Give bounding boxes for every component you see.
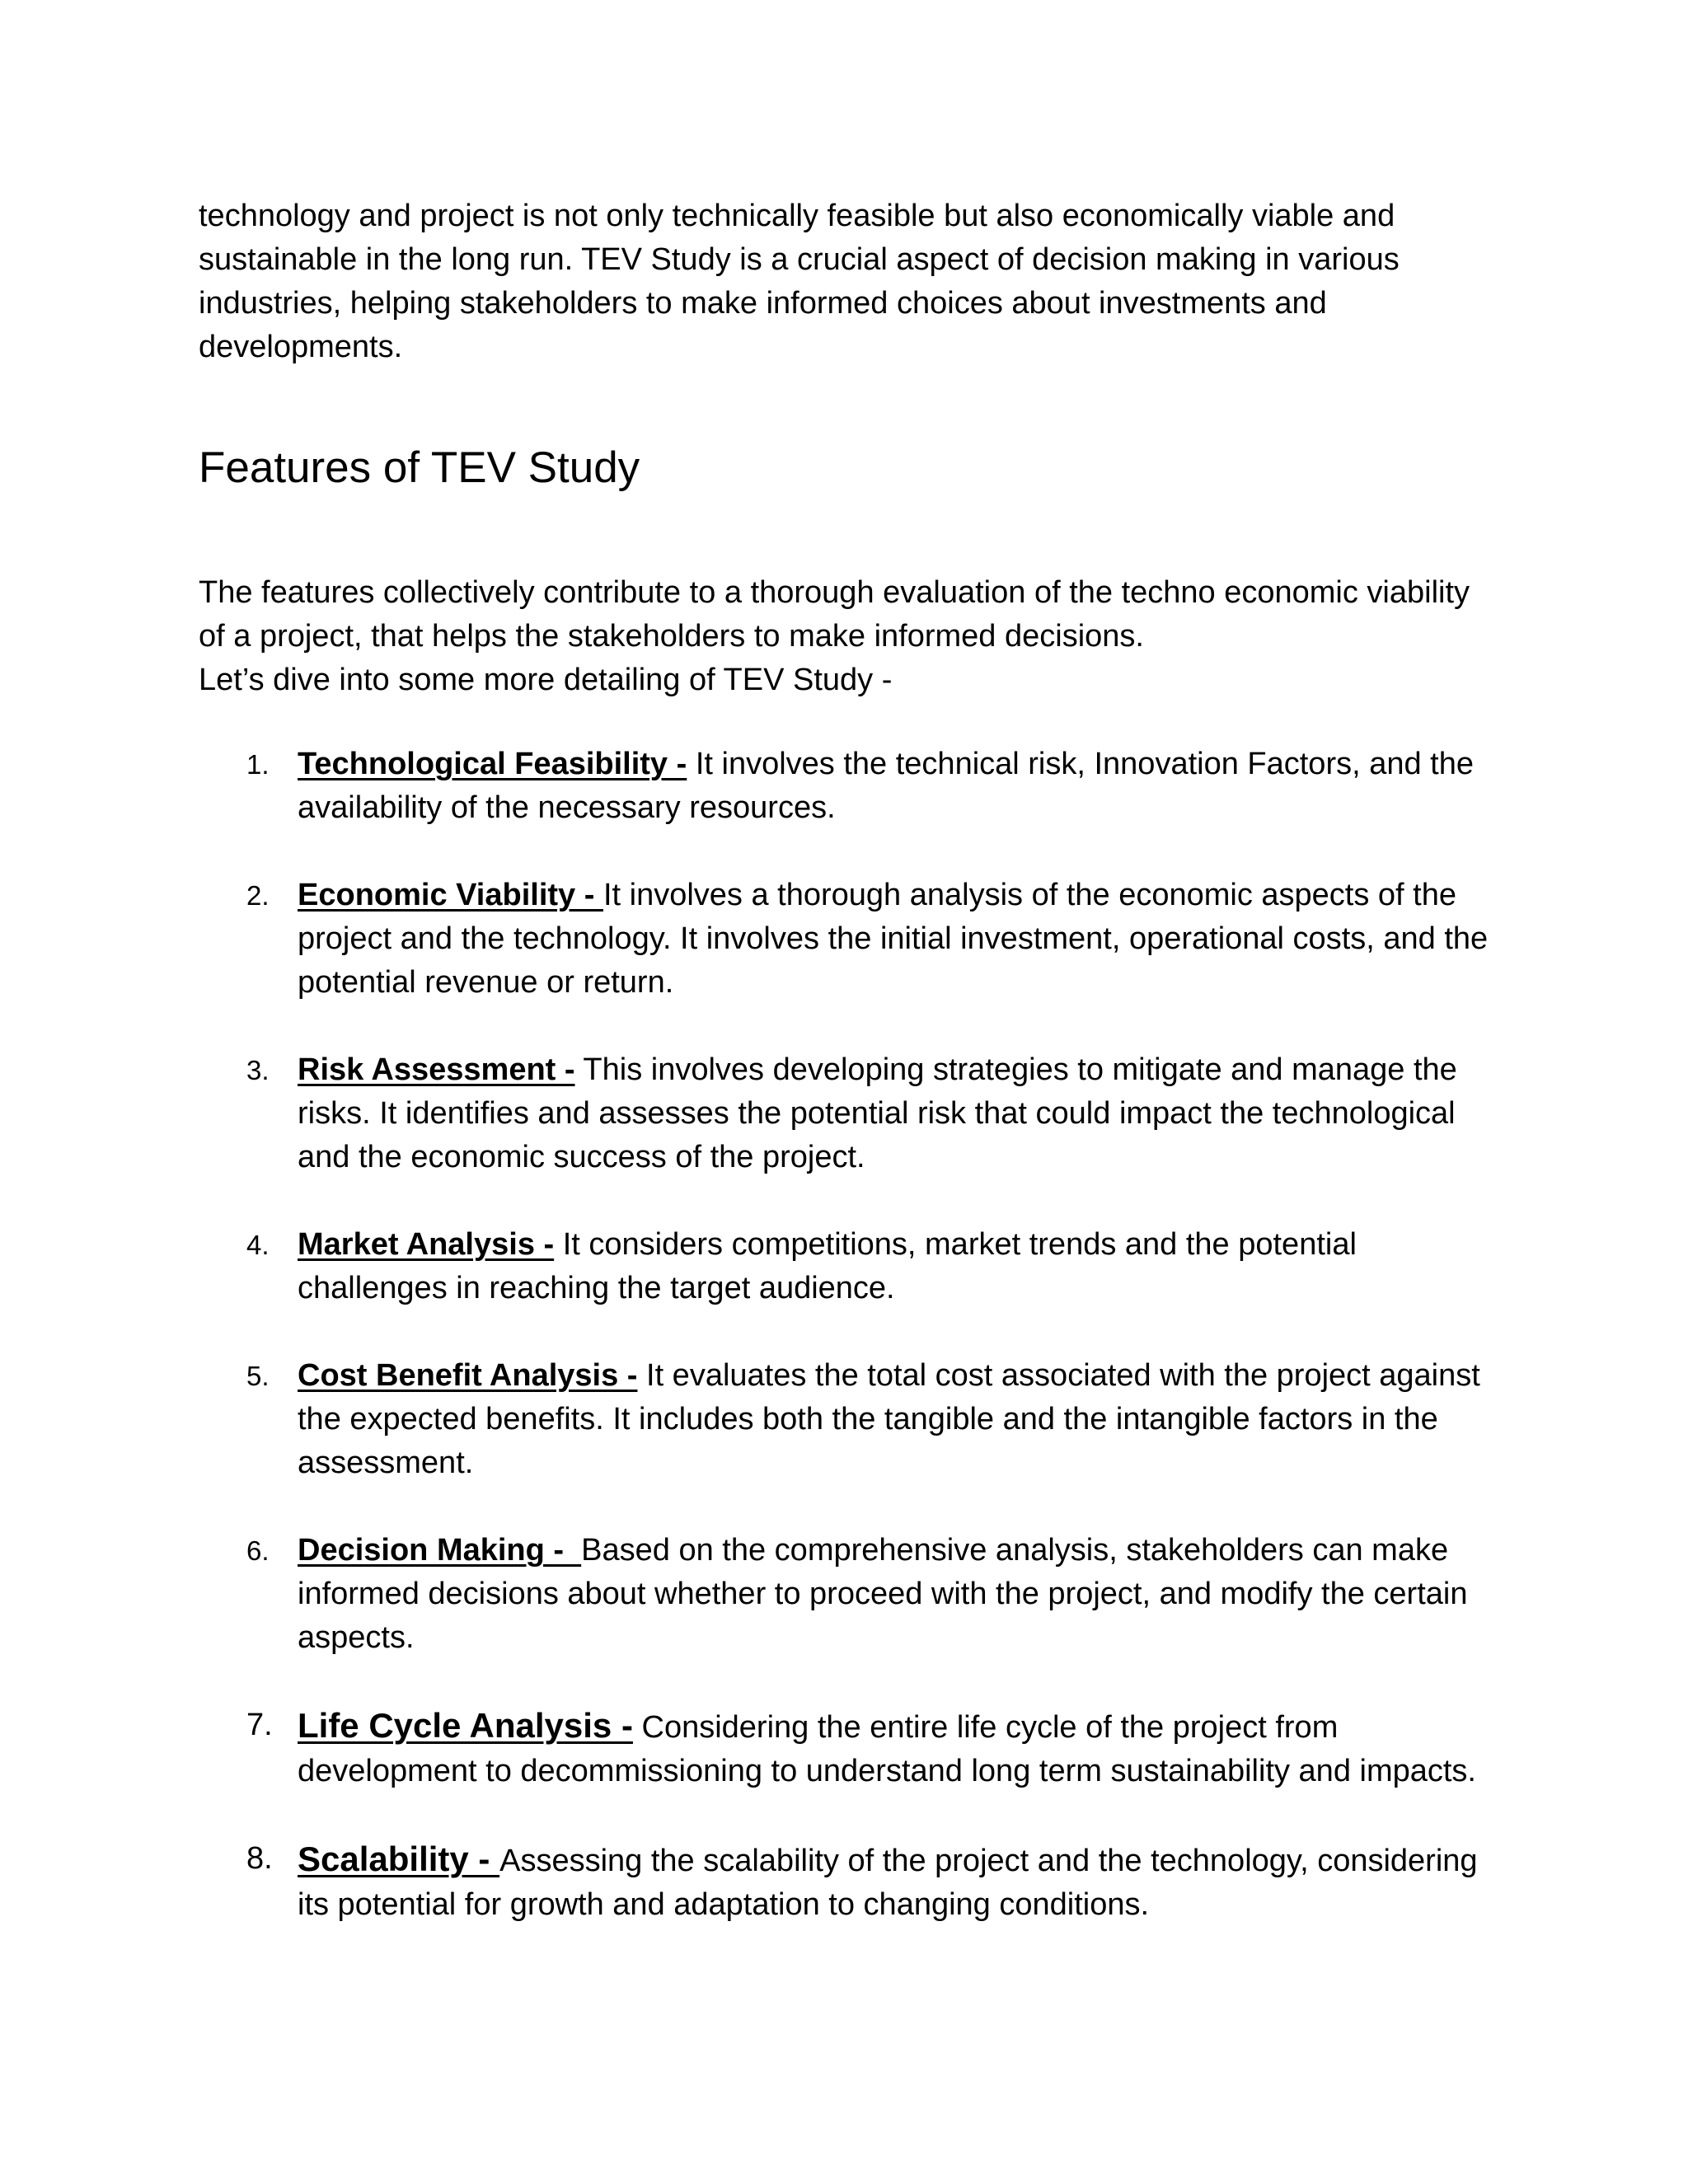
feature-text: It involves a thorough analysis of the economic aspects of the project and the technology. It involves the initial investment, operational costs, and the potential revenue or return. [298, 878, 1489, 1000]
feature-item-risk-assessment [199, 1048, 1501, 1179]
feature-item-technological-feasibility [199, 743, 1501, 830]
feature-title: Risk Assessment - [298, 1052, 575, 1087]
feature-title: Scalability - [298, 1840, 500, 1878]
feature-item-market-analysis [199, 1223, 1501, 1310]
intro-paragraph: technology and project is not only technically feasible but also economically viable and sustainable in the long run. TEV Study is a crucial aspect of decision making in various industries, helping stakeholders to make informed choices about investments and developments. [199, 199, 1400, 364]
feature-item-life-cycle-analysis [199, 1704, 1501, 1793]
feature-number: 1. [246, 749, 270, 780]
feature-number: 4. [246, 1230, 270, 1260]
feature-text: Based on the comprehensive analysis, stakeholders can make informed decisions about whether to proceed with the project, and modify the certain aspects. [298, 1533, 1468, 1655]
section-paragraph-2: Let’s dive into some more detailing of TEV Study - [199, 663, 893, 697]
feature-title: Technological Feasibility - [298, 747, 687, 781]
feature-number: 2. [246, 880, 270, 911]
feature-item-economic-viability [199, 874, 1501, 1005]
feature-item-decision-making [199, 1529, 1501, 1660]
feature-title: Life Cycle Analysis - [298, 1706, 633, 1745]
document-content [199, 194, 1501, 1971]
feature-text: It involves the technical risk, Innovation Factors, and the availability of the necessary resources. [298, 747, 1474, 825]
feature-text: Considering the entire life cycle of the project from development to decommissioning to understand long term sustainability and impacts. [298, 1710, 1476, 1788]
feature-item-cost-benefit-analysis [199, 1354, 1501, 1485]
feature-title: Market Analysis - [298, 1227, 555, 1262]
feature-text: It evaluates the total cost associated with the project against the expected benefits. It includes both the tangible and the intangible factors in the assessment. [298, 1358, 1480, 1480]
section-paragraph-1: The features collectively contribute to a thorough evaluation of the techno economic viability of a project, that helps the stakeholders to make informed decisions. [199, 575, 1470, 654]
feature-list [199, 743, 1501, 1927]
feature-title: Cost Benefit Analysis - [298, 1358, 638, 1393]
feature-text: It considers competitions, market trends and the potential challenges in reaching the target audience. [298, 1227, 1357, 1305]
section-heading: Features of TEV Study [199, 443, 640, 492]
feature-number: 5. [246, 1361, 270, 1391]
feature-text: This involves developing strategies to mitigate and manage the risks. It identifies and assesses the potential risk that could impact the technological and the economic success of the project. [298, 1052, 1457, 1174]
feature-title: Economic Viability - [298, 878, 603, 912]
feature-number: 8. [246, 1841, 273, 1876]
feature-text: Assessing the scalability of the project and the technology, considering its potential for growth and adaptation to changing conditions. [298, 1844, 1478, 1922]
section-paragraph [199, 571, 1501, 702]
feature-number: 6. [246, 1535, 270, 1566]
feature-title: Decision Making - [298, 1533, 582, 1568]
feature-number: 7. [246, 1708, 273, 1742]
feature-item-scalability [199, 1837, 1501, 1927]
feature-number: 3. [246, 1055, 270, 1085]
